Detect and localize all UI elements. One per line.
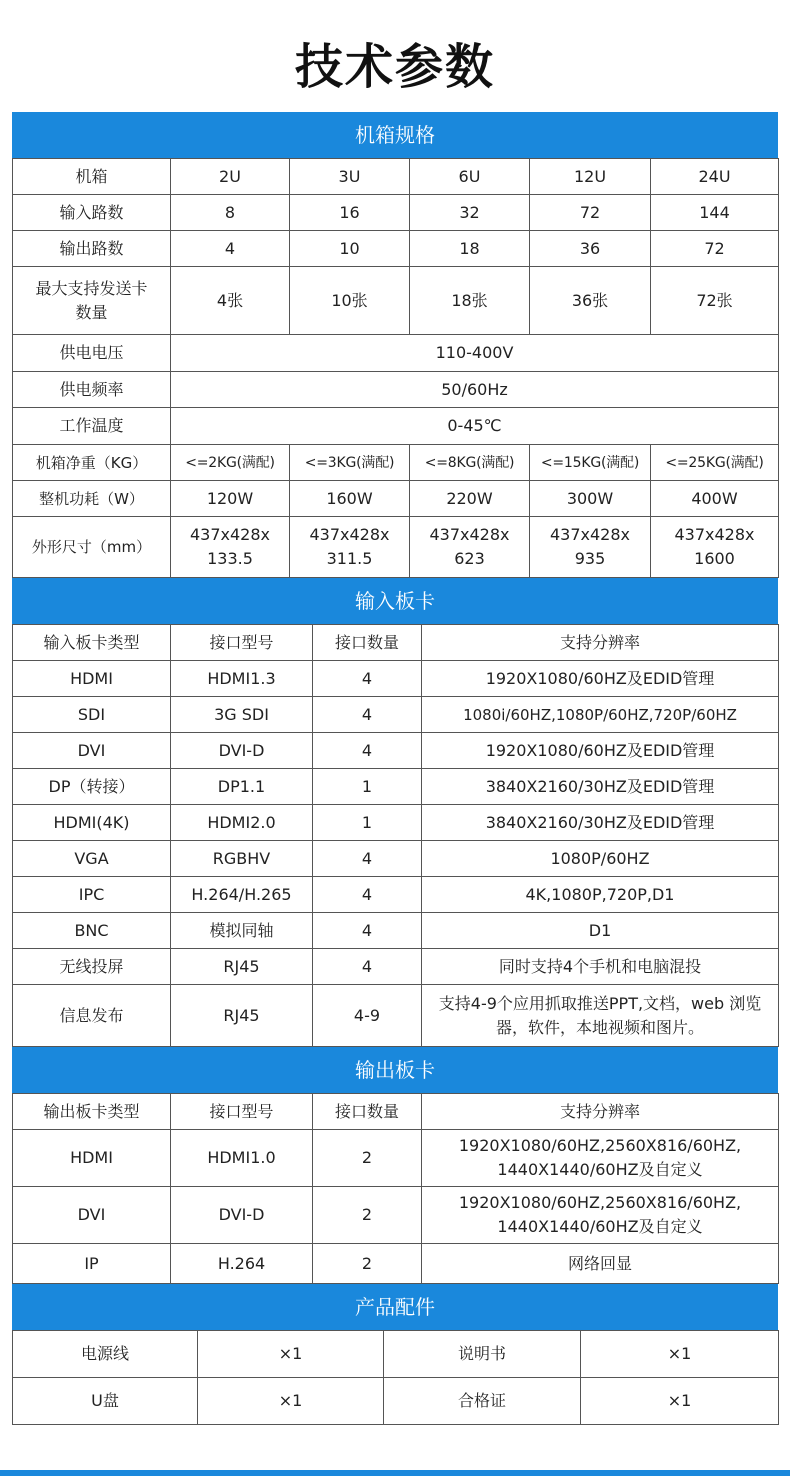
table-cell: 4 [313,661,422,697]
table-cell: <=2KG(满配) [171,445,290,481]
table-cell: 3U [290,159,410,195]
page-title: 技术参数 [294,39,495,95]
table-cell: 10 [290,231,410,267]
table-cell: 4 [313,949,422,985]
table-cell: 18张 [410,267,530,335]
table-cell: 3G SDI [171,697,313,733]
row-label: 输入路数 [13,195,171,231]
input-cards-table [12,624,779,1047]
table-cell: HDMI [13,1130,171,1187]
table-cell: HDMI1.0 [171,1130,313,1187]
table-cell: H.264 [171,1244,313,1284]
column-header: 支持分辨率 [422,1094,779,1130]
table-cell: 2 [313,1130,422,1187]
table-cell: 6U [410,159,530,195]
table-row [13,445,779,481]
table-cell: 437x428x 133.5 [171,517,290,578]
column-header: 输出板卡类型 [13,1094,171,1130]
column-header: 接口型号 [171,1094,313,1130]
table-cell: 支持4-9个应用抓取推送PPT,文档，web 浏览器，软件，本地视频和图片。 [422,985,779,1047]
table-cell: 3840X2160/30HZ及EDID管理 [422,805,779,841]
table-cell: 4-9 [313,985,422,1047]
accessory-quantity: ×1 [581,1378,779,1425]
row-label: 外形尺寸（mm） [13,517,171,578]
table-cell: 24U [651,159,779,195]
table-cell: 信息发布 [13,985,171,1047]
column-header: 接口数量 [313,1094,422,1130]
accessory-name: 说明书 [384,1331,581,1378]
accessory-name: U盘 [13,1378,198,1425]
table-row [13,517,779,578]
table-cell: 网络回显 [422,1244,779,1284]
table-cell: <=25KG(满配) [651,445,779,481]
table-row [13,985,779,1047]
table-cell: 4 [171,231,290,267]
table-cell: 2 [313,1244,422,1284]
supply-frequency-value: 50/60Hz [171,372,779,408]
column-header: 输入板卡类型 [13,625,171,661]
table-cell: 32 [410,195,530,231]
table-cell: IP [13,1244,171,1284]
table-row [13,159,779,195]
accessories-header: 产品配件 [12,1284,778,1330]
row-label: 供电频率 [13,372,171,408]
table-cell: DVI [13,1187,171,1244]
accessory-name: 合格证 [384,1378,581,1425]
table-cell: 1080i/60HZ,1080P/60HZ,720P/60HZ [422,697,779,733]
table-cell: HDMI [13,661,171,697]
output-cards-table [12,1093,779,1284]
table-header-row [13,625,779,661]
table-cell: 1920X1080/60HZ及EDID管理 [422,661,779,697]
spec-sheet [12,112,778,1425]
table-row [13,481,779,517]
table-cell: 模拟同轴 [171,913,313,949]
table-cell: DVI [13,733,171,769]
table-cell: 1 [313,769,422,805]
row-label: 供电电压 [13,335,171,372]
table-cell: HDMI(4K) [13,805,171,841]
table-row [13,231,779,267]
table-cell: IPC [13,877,171,913]
table-cell: DVI-D [171,1187,313,1244]
accessory-name: 电源线 [13,1331,198,1378]
table-cell: RJ45 [171,949,313,985]
chassis-table [12,158,779,578]
table-cell: 72张 [651,267,779,335]
table-cell: 1920X1080/60HZ及EDID管理 [422,733,779,769]
table-row [13,267,779,335]
table-cell: 2 [313,1187,422,1244]
table-cell: 10张 [290,267,410,335]
column-header: 接口型号 [171,625,313,661]
table-row [13,1187,779,1244]
table-row [13,949,779,985]
table-cell: <=15KG(满配) [530,445,651,481]
table-cell: BNC [13,913,171,949]
table-cell: 437x428x 935 [530,517,651,578]
table-cell: 4 [313,841,422,877]
table-cell: 437x428x 311.5 [290,517,410,578]
table-cell: 4 [313,877,422,913]
table-row [13,335,779,372]
table-cell: 4张 [171,267,290,335]
input-cards-header: 输入板卡 [12,578,778,624]
table-cell: 36 [530,231,651,267]
table-cell: RGBHV [171,841,313,877]
chassis-header: 机箱规格 [12,112,778,158]
table-cell: 4 [313,697,422,733]
table-cell: 120W [171,481,290,517]
table-cell: 同时支持4个手机和电脑混投 [422,949,779,985]
table-cell: 144 [651,195,779,231]
table-row [13,733,779,769]
table-cell: <=8KG(满配) [410,445,530,481]
table-row [13,1378,779,1425]
bottom-divider [0,1470,790,1476]
row-label: 整机功耗（W） [13,481,171,517]
table-cell: 8 [171,195,290,231]
table-row [13,408,779,445]
table-cell: 72 [651,231,779,267]
accessories-table [12,1330,779,1425]
output-cards-header: 输出板卡 [12,1047,778,1093]
table-cell: 300W [530,481,651,517]
table-cell: DVI-D [171,733,313,769]
table-row [13,1244,779,1284]
table-cell: 437x428x 623 [410,517,530,578]
column-header: 接口数量 [313,625,422,661]
table-cell: 3840X2160/30HZ及EDID管理 [422,769,779,805]
table-row [13,769,779,805]
table-cell: 16 [290,195,410,231]
table-cell: 220W [410,481,530,517]
row-label: 机箱净重（KG） [13,445,171,481]
table-cell: 1080P/60HZ [422,841,779,877]
table-cell: 160W [290,481,410,517]
table-cell: VGA [13,841,171,877]
table-row [13,697,779,733]
table-cell: SDI [13,697,171,733]
table-row [13,1130,779,1187]
table-cell: DP（转接） [13,769,171,805]
table-cell: <=3KG(满配) [290,445,410,481]
table-cell: 437x428x 1600 [651,517,779,578]
table-cell: DP1.1 [171,769,313,805]
table-row [13,913,779,949]
table-cell: 2U [171,159,290,195]
accessory-quantity: ×1 [198,1378,384,1425]
table-cell: 4 [313,913,422,949]
table-cell: 无线投屏 [13,949,171,985]
table-cell: 36张 [530,267,651,335]
table-cell: D1 [422,913,779,949]
table-cell: HDMI2.0 [171,805,313,841]
column-header: 支持分辨率 [422,625,779,661]
row-label: 最大支持发送卡数量 [13,267,171,335]
row-label: 工作温度 [13,408,171,445]
table-cell: 1920X1080/60HZ,2560X816/60HZ, 1440X1440/60HZ及自定义 [422,1187,779,1244]
table-row [13,1331,779,1378]
table-cell: 400W [651,481,779,517]
accessory-quantity: ×1 [198,1331,384,1378]
table-cell: 18 [410,231,530,267]
accessory-quantity: ×1 [581,1331,779,1378]
table-cell: 4K,1080P,720P,D1 [422,877,779,913]
table-row [13,195,779,231]
working-temperature-value: 0-45℃ [171,408,779,445]
table-cell: HDMI1.3 [171,661,313,697]
table-cell: 12U [530,159,651,195]
table-cell: RJ45 [171,985,313,1047]
table-row [13,877,779,913]
table-row [13,661,779,697]
supply-voltage-value: 110-400V [171,335,779,372]
table-cell: H.264/H.265 [171,877,313,913]
table-cell: 1 [313,805,422,841]
row-label: 机箱 [13,159,171,195]
table-cell: 4 [313,733,422,769]
table-cell: 1920X1080/60HZ,2560X816/60HZ, 1440X1440/60HZ及自定义 [422,1130,779,1187]
table-row [13,805,779,841]
table-header-row [13,1094,779,1130]
table-row [13,841,779,877]
table-cell: 72 [530,195,651,231]
row-label: 输出路数 [13,231,171,267]
table-row [13,372,779,408]
